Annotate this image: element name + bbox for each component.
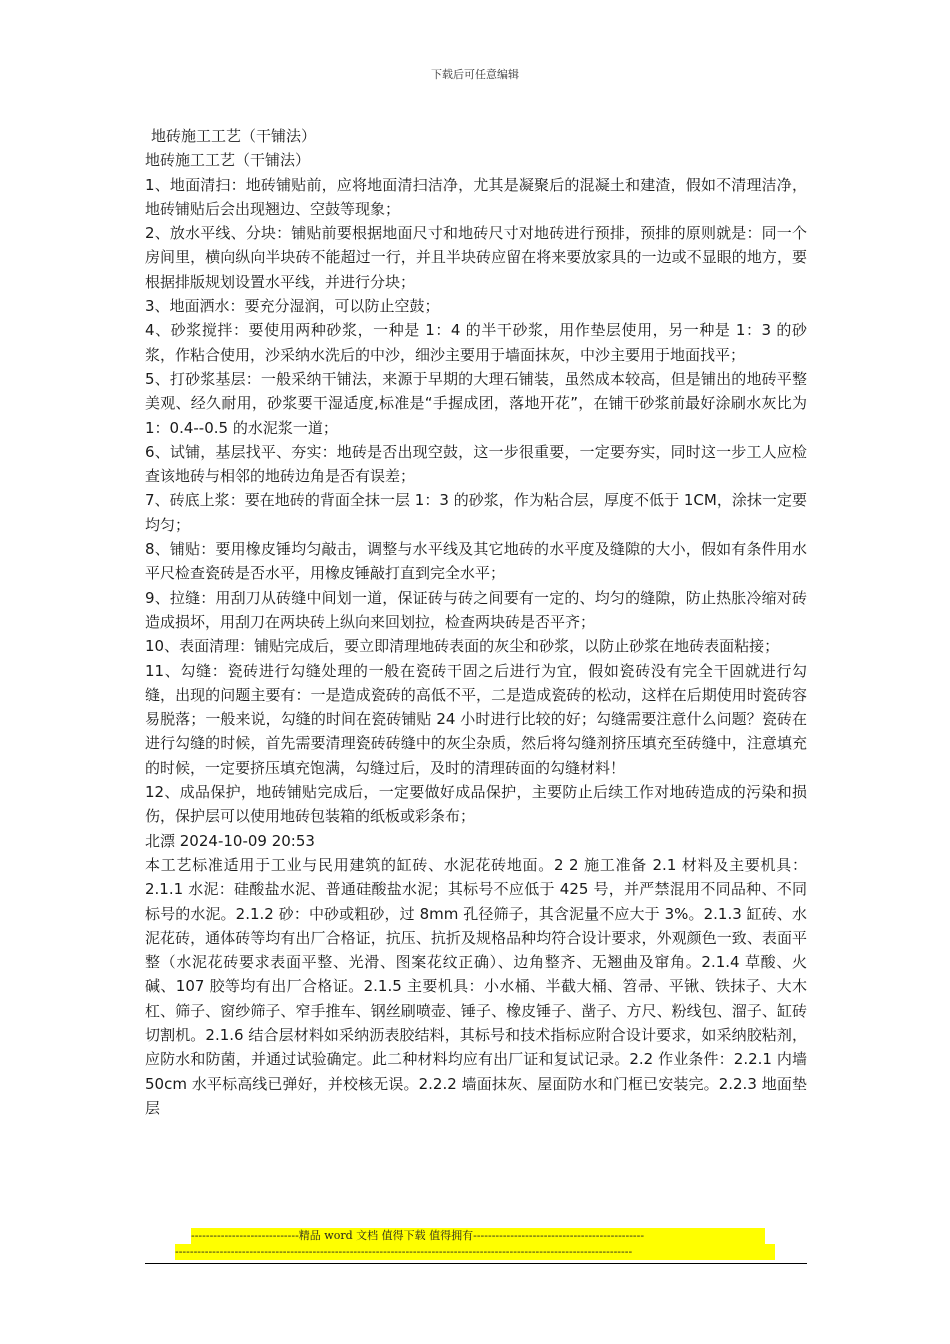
step-paragraph-6: 6、试铺，基层找平、夯实：地砖是否出现空鼓，这一步很重要，一定要夯实，同时这一步工人应检查该地砖与相邻的地砖边角是否有误差； [145, 442, 807, 486]
step-paragraph-9: 9、拉缝：用刮刀从砖缝中间划一道，保证砖与砖之间要有一定的、均匀的缝隙，防止热胀冷缩对砖造成损坏，用刮刀在两块砖上纵向来回划拉，检查两块砖是否平齐； [145, 588, 807, 631]
step-paragraph-5: 5、打砂浆基层：一般采纳干铺法，来源于早期的大理石铺装，虽然成本较高，但是铺出的地砖平整美观、经久耐用，砂浆要干湿适度,标准是“手握成团，落地开花”，在铺干砂浆前最好涂刷水灰比为 1：0.4--0.5 的水泥浆一道； [145, 369, 807, 437]
footer-banner [145, 1228, 807, 1260]
footer-line-1: -----------------------------精品 word 文档 值得下载 值得拥有---------------------------------------------- [191, 1228, 765, 1244]
document-body [145, 124, 807, 1120]
step-paragraph-2: 2、放水平线、分块：铺贴前要根据地面尺寸和地砖尺寸对地砖进行预排，预排的原则就是：同一个房间里，横向纵向半块砖不能超过一行，并且半块砖应留在将来要放家具的一边或不显眼的地方，要根据排版规划设置水平线，并进行分块； [145, 224, 807, 291]
step-paragraph-8: 8、铺贴：要用橡皮锤均匀敲击，调整与水平线及其它地砖的水平度及缝隙的大小，假如有条件用水平尺检查瓷砖是否水平，用橡皮锤敲打直到完全水平； [145, 540, 807, 583]
footer-line-2: --------------------------------------------------------------------------------------------------------------------------- [175, 1244, 775, 1260]
document-title: 地砖施工工艺（干铺法） [151, 127, 317, 145]
step-paragraph-1: 1、地面清扫：地砖铺贴前，应将地面清扫洁净，尤其是凝聚后的混凝土和建渣，假如不清理洁净，地砖铺贴后会出现翘边、空鼓等现象； [145, 175, 807, 218]
step-paragraph-7: 7、砖底上浆：要在地砖的背面全抹一层 1：3 的砂浆，作为粘合层，厚度不低于 1CM，涂抹一定要均匀； [145, 491, 807, 534]
header-note: 下载后可任意编辑 [431, 68, 519, 81]
byline: 北漂 2024-10-09 20:53 [145, 831, 315, 850]
document-subtitle: 地砖施工工艺（干铺法） [145, 151, 311, 170]
standard-paragraph: 本工艺标准适用于工业与民用建筑的缸砖、水泥花砖地面。2 2 施工准备 2.1 材料及主要机具：2.1.1 水泥：硅酸盐水泥、普通硅酸盐水泥；其标号不应低于 425 号，并严禁混用不同品种、不同标号的水泥。2.1.2 砂：中砂或粗砂，过 8mm 孔径筛子，其含泥量不应大于 3%。2.1.3 缸砖、水泥花砖，通体砖等均有出厂合格证，抗压、抗折及规格品种均符合设计要求，外观颜色一致、表面平整（水泥花砖要求表面平整、光滑、图案花纹正确）、边角整齐、无翘曲及窜角。2.1.4 草酸、火碱、107 胶等均有出厂合格证。2.1.5 主要机具：小水桶、半截大桶、笤帚、平锹、铁抹子、大木杠、筛子、窗纱筛子、窄手推车、钢丝刷喷壶、锤子、橡皮锤子、凿子、方尺、粉线包、溜子、缸砖切割机。2.1.6 结合层材料如采纳沥表胶结料，其标号和技术指标应附合设计要求，如采纳胶粘剂，应防水和防菌，并通过试验确定。此二种材料均应有出厂证和复试记录。2.2 作业条件：2.2.1 内墙 50cm 水平标高线已弹好，并校核无误。2.2.2 墙面抹灰、屋面防水和门框已安装完。2.2.3 地面垫层 [145, 855, 807, 1117]
step-paragraph-11: 11、勾缝：瓷砖进行勾缝处理的一般在瓷砖干固之后进行为宜，假如瓷砖没有完全干固就进行勾缝，出现的问题主要有：一是造成瓷砖的高低不平，二是造成瓷砖的松动，这样在后期使用时瓷砖容易脱落；一般来说，勾缝的时间在瓷砖铺贴 24 小时进行比较的好；勾缝需要注意什么问题？瓷砖在进行勾缝的时候，首先需要清理瓷砖砖缝中的灰尘杂质，然后将勾缝剂挤压填充至砖缝中，注意填充的时候，一定要挤压填充饱满，勾缝过后，及时的清理砖面的勾缝材料！ [145, 661, 807, 777]
step-paragraph-12: 12、成品保护，地砖铺贴完成后，一定要做好成品保护，主要防止后续工作对地砖造成的污染和损伤，保护层可以使用地砖包装箱的纸板或彩条布； [145, 783, 807, 826]
step-paragraph-3: 3、地面洒水：要充分湿润，可以防止空鼓； [145, 297, 440, 316]
footer-rule [145, 1263, 807, 1264]
step-paragraph-10: 10、表面清理：铺贴完成后，要立即清理地砖表面的灰尘和砂浆，以防止砂浆在地砖表面粘接； [145, 637, 780, 656]
step-paragraph-4: 4、砂浆搅拌：要使用两种砂浆，一种是 1：4 的半干砂浆，用作垫层使用，另一种是 1：3 的砂浆，作粘合使用，沙采纳水洗后的中沙，细沙主要用于墙面抹灰，中沙主要用于地面找平； [145, 321, 807, 364]
